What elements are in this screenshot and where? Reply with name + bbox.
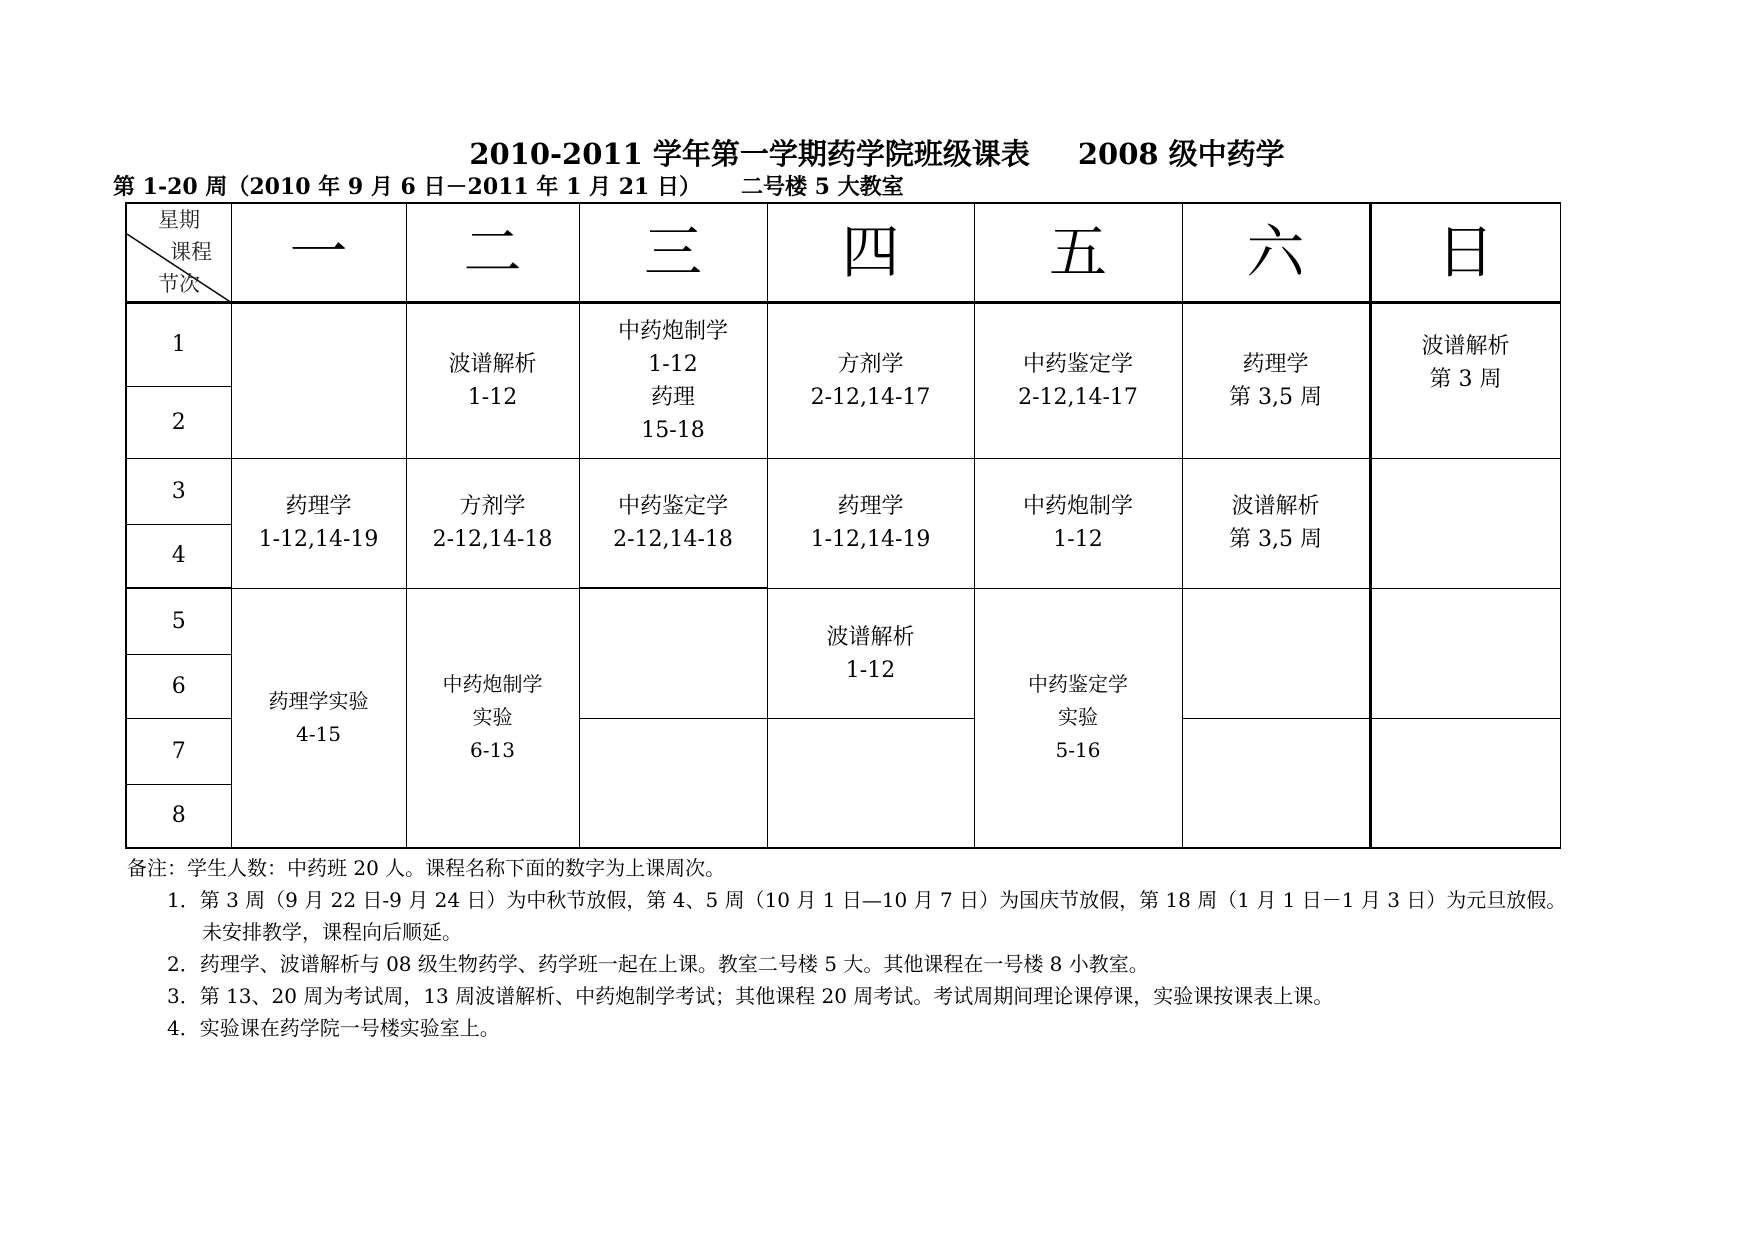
course-weeks: 1-12 (467, 384, 518, 410)
notes-intro: 备注：学生人数：中药班 20 人。课程名称下面的数字为上课周次。 (127, 856, 726, 880)
title-main: 2010-2011 学年第一学期药学院班级课表 (469, 137, 1030, 171)
day-header-wed: 三 (579, 203, 767, 302)
notes-section (127, 852, 1566, 1044)
period-7: 7 (126, 718, 231, 784)
course-name: 中药炮制学 (617, 318, 728, 344)
course-name: 方剂学 (837, 351, 904, 377)
cell-sat-p78 (1182, 718, 1370, 848)
course-name: 中药鉴定学 (617, 493, 728, 519)
corner-period-label: 节次 (158, 272, 200, 296)
course-weeks: 1-12 (845, 657, 896, 683)
period-3: 3 (126, 458, 231, 524)
day-header-fri: 五 (974, 203, 1182, 302)
corner-weekday-label: 星期 (158, 208, 200, 232)
cell-sat-p34 (1182, 458, 1370, 588)
schedule-title (0, 132, 1754, 173)
course-weeks: 2-12,14-17 (1018, 384, 1138, 410)
cell-sat-p56 (1182, 588, 1370, 718)
course-weeks: 6-13 (470, 738, 515, 763)
day-header-mon: 一 (231, 203, 406, 302)
course-weeks: 2-12,14-17 (810, 384, 931, 410)
cell-tue-p12 (406, 302, 579, 458)
course-name: 波谱解析 (826, 624, 915, 650)
corner-header (126, 203, 231, 302)
course-weeks: 第 3,5 周 (1229, 384, 1322, 410)
course-name: 中药炮制学 (1022, 494, 1133, 519)
cell-tue-p34 (406, 458, 579, 588)
cell-mon-p34 (231, 458, 406, 588)
cell-thu-p56 (767, 588, 974, 718)
period-2: 2 (126, 386, 231, 458)
cell-fri-p58 (974, 588, 1182, 848)
course-name: 波谱解析 (448, 351, 537, 377)
cell-wed-p56 (579, 588, 767, 718)
course-weeks: 第 3,5 周 (1229, 527, 1322, 552)
day-header-sat: 六 (1182, 203, 1370, 302)
day-header-tue: 二 (406, 203, 579, 302)
course-weeks: 4-15 (296, 721, 341, 746)
period-1: 1 (126, 302, 231, 386)
note-item-4: 4．实验课在药学院一号楼实验室上。 (167, 1016, 500, 1040)
period-8: 8 (126, 784, 231, 848)
day-header-sun: 日 (1370, 203, 1560, 302)
cell-mon-p12 (231, 302, 406, 458)
cell-sun-p34 (1370, 458, 1560, 588)
cell-sat-p12 (1182, 302, 1370, 458)
note-item-1-continued: 未安排教学，课程向后顺延。 (202, 920, 462, 944)
cell-sun-p78 (1370, 718, 1560, 848)
course-type: 实验 (472, 705, 513, 730)
course-name: 波谱解析 (1421, 333, 1510, 359)
title-class: 2008 级中药学 (1077, 137, 1285, 171)
cell-wed-p12 (579, 302, 767, 458)
course-type: 实验 (1058, 705, 1098, 730)
cell-sun-p12 (1370, 302, 1560, 458)
note-item-2: 2．药理学、波谱解析与 08 级生物药学、药学班一起在上课。教室二号楼 5 大。其他课程在一号楼 8 小教室。 (167, 952, 1149, 976)
course-weeks: 15-18 (641, 417, 705, 443)
course-name: 药理学 (1242, 351, 1309, 377)
course-name: 药理学 (837, 494, 904, 519)
day-header-thu: 四 (767, 203, 974, 302)
period-5: 5 (126, 588, 231, 654)
course-weeks: 1-12,14-19 (258, 527, 379, 552)
note-item-3: 3．第 13、20 周为考试周，13 周波谱解析、中药炮制学考试；其他课程 20 周考试。考试周期间理论课停课，实验课按课表上课。 (167, 984, 1334, 1008)
course-weeks: 1-12,14-19 (810, 527, 931, 552)
course-weeks: 1-12 (648, 351, 698, 377)
schedule-subtitle (113, 170, 904, 201)
course-weeks: 1-12 (1053, 527, 1103, 552)
course-name: 中药炮制学 (442, 672, 543, 697)
cell-wed-p34 (579, 458, 767, 588)
note-item-1: 1．第 3 周（9 月 22 日-9 月 24 日）为中秋节放假，第 4、5 周（10 月 1 日—10 月 7 日）为国庆节放假，第 18 周（1 月 1 日－1 月 3 日）为元旦放假。 (167, 888, 1567, 912)
course-name: 药理学 (285, 494, 352, 519)
period-6: 6 (126, 654, 231, 718)
cell-mon-p58 (231, 588, 406, 848)
cell-tue-p58 (406, 588, 579, 848)
cell-wed-p78 (579, 718, 767, 848)
course-name: 中药鉴定学 (1022, 351, 1133, 377)
course-name: 波谱解析 (1231, 494, 1320, 519)
cell-thu-p34 (767, 458, 974, 588)
subtitle-weeks: 第 1-20 周（2010 年 9 月 6 日－2011 年 1 月 21 日） (113, 174, 701, 200)
course-name: 方剂学 (459, 494, 526, 519)
subtitle-room: 二号楼 5 大教室 (740, 174, 904, 200)
period-4: 4 (126, 524, 231, 588)
schedule-table (125, 202, 1561, 849)
course-weeks: 2-12,14-18 (432, 527, 553, 552)
course-weeks: 2-12,14-18 (613, 526, 733, 552)
cell-sun-p56 (1370, 588, 1560, 718)
course-name: 中药鉴定学 (1028, 672, 1128, 697)
cell-thu-p78 (767, 718, 974, 848)
corner-course-label: 课程 (170, 240, 212, 264)
cell-thu-p12 (767, 302, 974, 458)
cell-fri-p34 (974, 458, 1182, 588)
course-weeks: 5-16 (1055, 738, 1101, 763)
cell-fri-p12 (974, 302, 1182, 458)
course-weeks: 第 3 周 (1429, 366, 1502, 392)
course-name: 药理学实验 (268, 688, 369, 713)
course-name: 药理 (650, 384, 695, 410)
